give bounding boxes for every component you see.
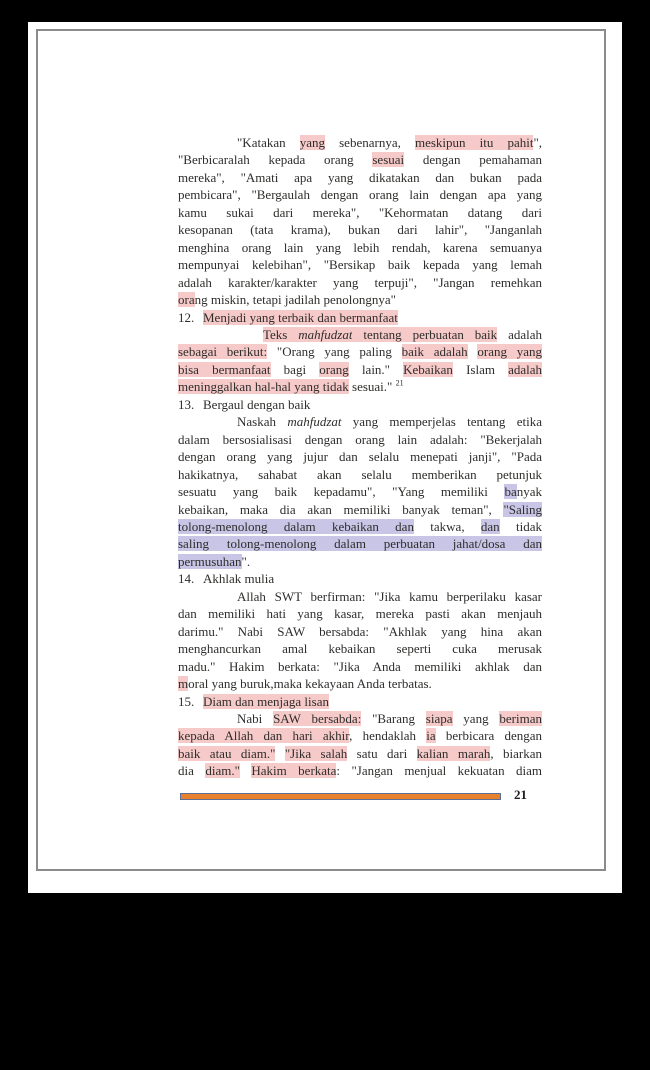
text-segment: ". — [241, 553, 251, 569]
text-line — [178, 169, 542, 186]
text-segment: adalah — [497, 326, 542, 342]
text-segment: tidak — [499, 518, 542, 534]
highlighted-text: meskipun itu pahit — [414, 135, 534, 150]
highlighted-text: Menjadi yang terbaik dan bermanfaat — [203, 309, 398, 325]
page-text — [178, 134, 542, 780]
text-line — [178, 640, 542, 657]
text-line — [178, 588, 542, 605]
list-number: 13. — [178, 396, 195, 412]
highlighted-text: beriman — [499, 710, 542, 726]
text-segment: Akhlak mulia — [203, 571, 275, 587]
highlighted-text: yang — [299, 135, 326, 150]
text-segment: ", — [533, 135, 542, 150]
text-line — [178, 535, 542, 552]
text-segment: "Orang yang paling — [267, 344, 402, 360]
text-segment: sesuai." — [348, 379, 396, 395]
highlighted-text: orang yang — [477, 344, 543, 360]
text-line — [178, 256, 542, 273]
text-segment: ng miskin, tetapi jadilah penolongnya" — [194, 292, 396, 308]
text-line — [178, 501, 542, 518]
text-segment: oral yang buruk,maka kekayaan Anda terbatas. — [188, 676, 432, 692]
highlighted-text: meninggalkan hal-hal yang tidak — [178, 379, 349, 395]
text-segment: bagi — [270, 361, 320, 377]
text-segment: menghina orang lain yang lebih rendah, karena semuanya — [178, 239, 542, 255]
highlighted-text: "Saling — [503, 501, 542, 517]
text-segment: takwa, — [413, 518, 481, 534]
highlighted-text: "Jika salah — [284, 745, 348, 761]
highlighted-text: ia — [426, 728, 436, 744]
text-line — [178, 326, 542, 343]
text-line — [178, 448, 542, 465]
highlighted-text: m — [178, 676, 189, 692]
text-line — [178, 518, 542, 535]
text-segment: Bergaul dengan baik — [203, 396, 311, 412]
text-segment: , biarkan — [490, 745, 542, 761]
highlighted-text: kepada Allah dan hari akhir — [178, 728, 350, 744]
highlighted-text: diam." — [205, 763, 240, 779]
highlighted-text: tolong-menolong dalam kebaikan dan — [178, 518, 414, 534]
list-item-line — [178, 693, 542, 710]
highlighted-text: Teks — [263, 326, 299, 342]
text-segment: Islam — [452, 361, 509, 377]
text-segment: Naskah — [237, 414, 288, 430]
text-line — [178, 727, 542, 744]
text-line — [178, 204, 542, 221]
text-segment: : "Jangan menjual kekuatan diam — [336, 763, 542, 779]
text-segment: madu." Hakim berkata: "Jika Anda memiliki akhlak dan — [178, 658, 542, 674]
text-line — [178, 343, 542, 360]
text-line — [178, 658, 542, 675]
text-segment: "Barang — [361, 710, 426, 726]
highlighted-text: dan — [480, 518, 500, 534]
page-number: 21 — [514, 787, 527, 802]
text-line — [178, 186, 542, 203]
text-segment: adalah karakter/karakter yang terpuji", "Jangan remehkan — [178, 274, 542, 290]
text-segment: Nabi — [237, 710, 274, 726]
highlighted-text: adalah — [508, 361, 543, 377]
highlighted-text: bisa bermanfaat — [178, 361, 271, 377]
text-segment — [275, 746, 284, 761]
text-line — [178, 762, 542, 779]
text-segment: "Katakan — [237, 135, 300, 150]
text-segment: dalam bersosialisasi dengan orang lain adalah: "Bekerjalah — [178, 431, 542, 447]
highlighted-text: tentang perbuatan baik — [352, 326, 498, 342]
text-segment: Allah SWT berfirman: "Jika kamu berperilaku kasar — [237, 588, 542, 604]
highlighted-text: sebagai berikut: — [178, 344, 268, 360]
text-line — [178, 151, 542, 168]
list-number: 14. — [178, 571, 195, 587]
text-segment: dan memiliki hati yang kasar, mereka pasti akan menjauh — [178, 606, 542, 622]
text-segment: lain." — [348, 361, 404, 377]
list-item-line — [178, 309, 542, 326]
text-line — [178, 239, 542, 256]
highlighted-text: siapa — [425, 710, 453, 726]
text-segment: mahfudzat — [287, 414, 342, 430]
highlighted-text: ba — [504, 484, 517, 500]
text-line — [178, 431, 542, 448]
text-segment: hakikatnya, sahabat akan selalu memberikan petunjuk — [178, 466, 542, 482]
text-segment: , hendaklah — [349, 728, 427, 744]
highlighted-text: orang — [319, 361, 349, 377]
highlighted-text: baik adalah — [401, 344, 468, 360]
text-line — [178, 274, 542, 291]
highlighted-text: Kebaikan — [403, 361, 453, 377]
text-segment: yang memperjelas tentang etika — [341, 414, 542, 430]
text-segment — [468, 344, 478, 359]
text-segment: "Berbicaralah kepada orang — [178, 152, 373, 168]
list-number: 12. — [178, 309, 195, 325]
text-segment: sesuatu yang baik kepadamu", "Yang memiliki — [178, 484, 505, 500]
text-segment: sebenarnya, — [325, 135, 415, 150]
text-segment: satu dari — [347, 745, 417, 761]
highlighted-text: sesuai — [372, 152, 405, 168]
text-line — [178, 466, 542, 483]
text-line — [178, 605, 542, 622]
highlighted-text: SAW bersabda: — [273, 710, 362, 726]
highlighted-text: mahfudzat — [298, 326, 353, 342]
text-segment: kebaikan, maka dia akan memiliki banyak teman", — [178, 501, 504, 517]
text-line — [178, 413, 542, 430]
text-line — [178, 710, 542, 727]
text-line — [178, 291, 542, 308]
highlighted-text: Diam dan menjaga lisan — [203, 693, 329, 709]
text-segment: mempunyai kelebihan", "Bersikap baik kepada yang lemah — [178, 257, 542, 273]
highlighted-text: ora — [178, 292, 195, 308]
text-segment: dia — [178, 763, 206, 779]
text-line — [178, 483, 542, 500]
text-segment: kamu sukai dari mereka", "Kehormatan datang dari — [178, 204, 542, 220]
list-number: 15. — [178, 693, 195, 709]
text-segment: yang — [452, 710, 500, 726]
highlighted-text: saling tolong-menolong dalam perbuatan jahat/dosa dan — [178, 536, 542, 552]
text-line — [178, 134, 542, 151]
text-segment: nyak — [516, 484, 542, 500]
text-segment: kesopanan (tata krama), bukan dari lahir", "Janganlah — [178, 222, 542, 238]
text-segment: menghancurkan amal kebaikan seperti cuka merusak — [178, 641, 542, 657]
text-line — [178, 623, 542, 640]
text-line — [178, 361, 542, 378]
list-item-line — [178, 570, 542, 587]
text-segment: mereka", "Amati apa yang dikatakan dan bukan pada — [178, 169, 542, 185]
text-line — [178, 221, 542, 238]
text-segment: pembicara", "Bergaulah dengan orang lain dengan apa yang — [178, 187, 542, 203]
text-segment — [240, 763, 251, 778]
text-segment: darimu." Nabi SAW bersabda: "Akhlak yang hina akan — [178, 623, 542, 639]
text-segment: dengan orang yang jujur dan selalu menepati janji", "Pada — [178, 449, 542, 465]
highlighted-text: Hakim berkata — [251, 763, 337, 779]
text-line — [178, 675, 542, 692]
text-line — [178, 553, 542, 570]
text-line — [178, 378, 542, 395]
text-segment: dengan pemahaman — [404, 152, 542, 168]
highlighted-text: permusuhan — [178, 553, 242, 569]
footer-accent-bar — [180, 793, 501, 800]
document-page — [28, 22, 622, 893]
text-line — [178, 745, 542, 762]
text-segment: berbicara dengan — [435, 728, 543, 744]
footnote-ref: 21 — [395, 379, 404, 389]
highlighted-text: baik atau diam." — [178, 745, 276, 761]
list-item-line — [178, 396, 542, 413]
highlighted-text: kalian marah — [416, 745, 491, 761]
